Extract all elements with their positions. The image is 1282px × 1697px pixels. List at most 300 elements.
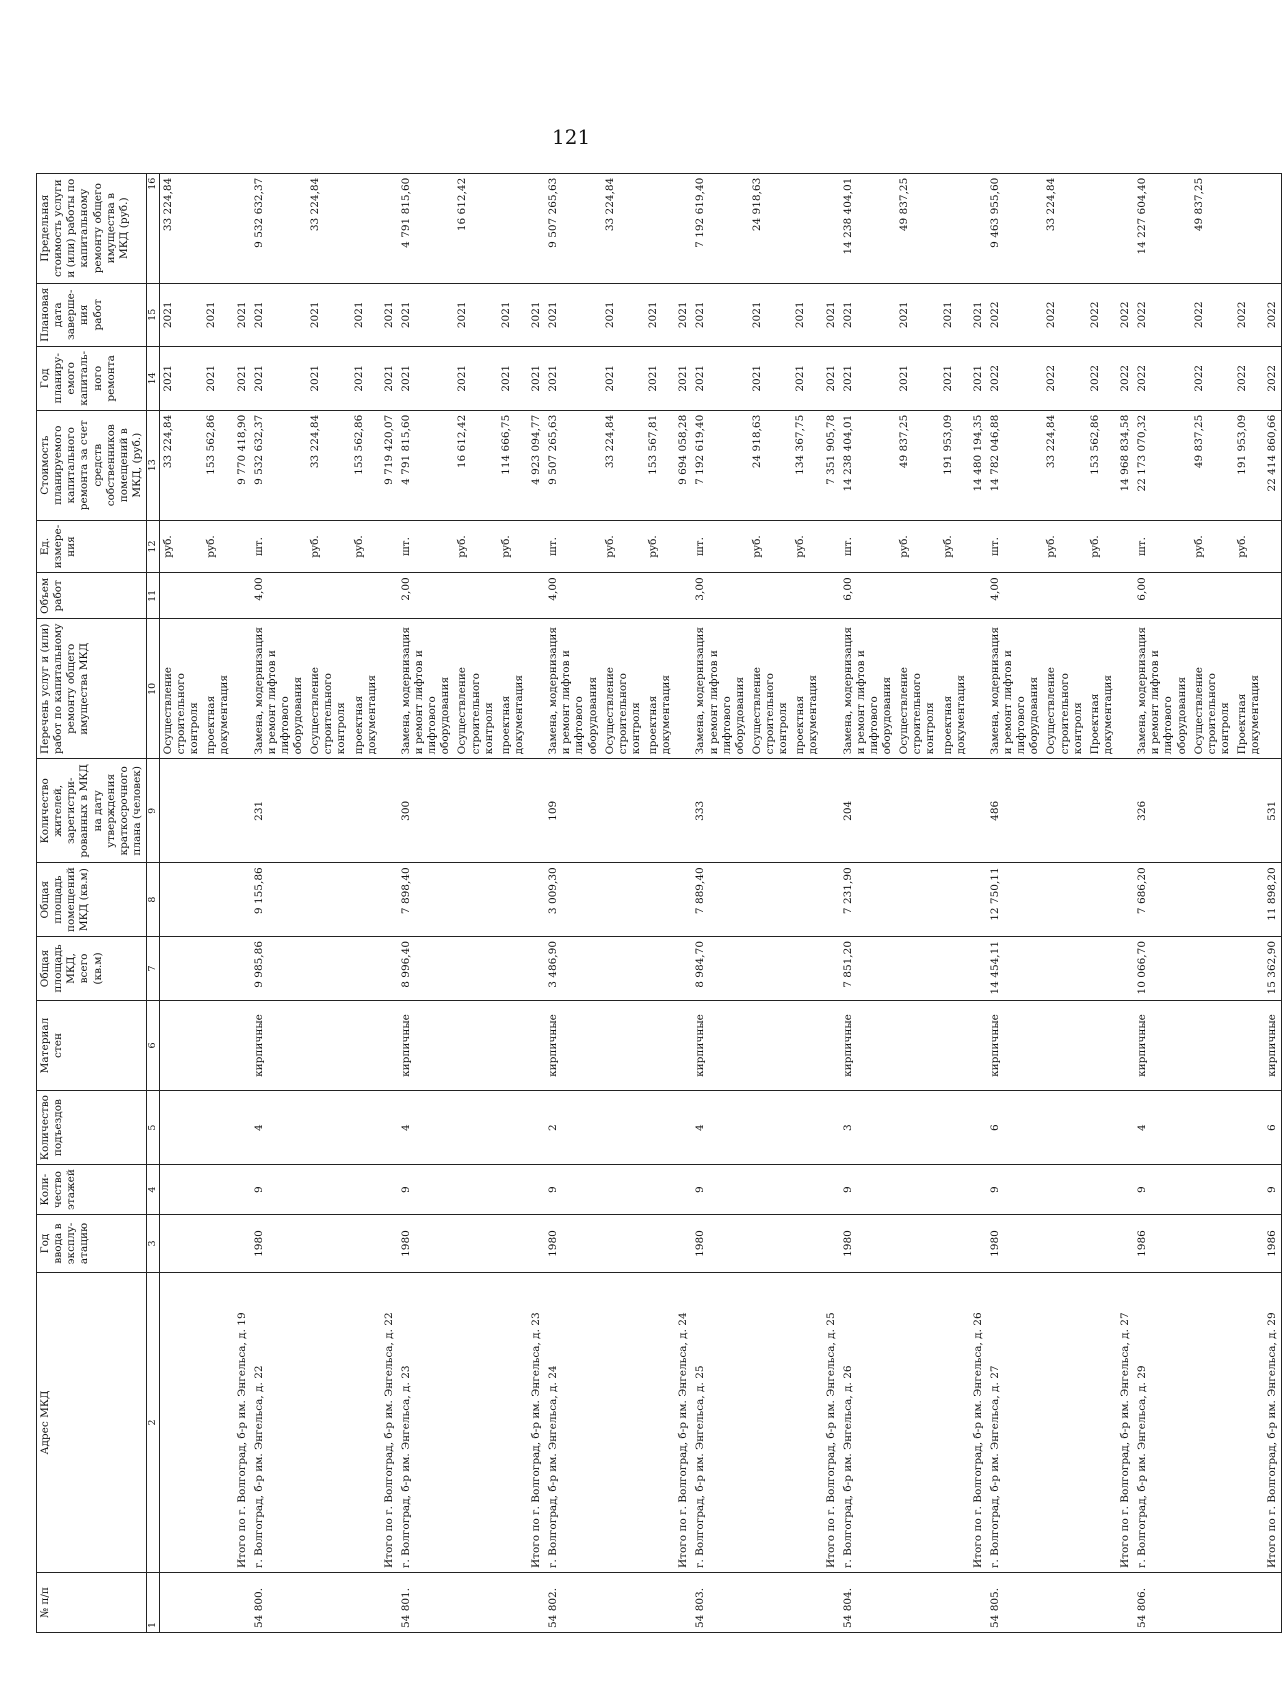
- table-cell: 2021: [792, 283, 822, 346]
- table-cell: [203, 1090, 233, 1164]
- table-cell: [1191, 936, 1234, 1000]
- table-cell: кирпичные: [1134, 1000, 1191, 1090]
- table-cell: 2021: [159, 283, 203, 346]
- table-cell: Итого по г. Волгоград, б-р им. Энгельса, д. 22: [381, 1273, 398, 1573]
- table-cell: 109: [545, 759, 602, 863]
- table-cell: [203, 1273, 233, 1573]
- table-cell: 7 351 905,78: [823, 410, 840, 520]
- table-cell: [896, 936, 939, 1000]
- table-cell: 14 238 404,01: [840, 410, 897, 520]
- table-cell: 1986: [1134, 1215, 1191, 1273]
- table-row: [351, 173, 381, 1632]
- table-row: [840, 173, 897, 1632]
- table-cell: Замена, модернизация и ремонт лифтов и лифтового оборудования: [251, 619, 308, 759]
- table-cell: [381, 1000, 398, 1090]
- table-cell: [940, 1273, 970, 1573]
- table-cell: [454, 759, 497, 863]
- column-number: 13: [147, 410, 160, 520]
- table-cell: 1986: [1264, 1215, 1282, 1273]
- table-cell: [1191, 1273, 1234, 1573]
- table-cell: [159, 1090, 203, 1164]
- table-cell: 2021: [645, 346, 675, 410]
- table-cell: [970, 173, 987, 283]
- table-cell: [528, 1000, 545, 1090]
- table-cell: 2021: [307, 283, 350, 346]
- table-cell: 153 562,86: [203, 410, 233, 520]
- column-header: Стоимость планируемого капитального ремонта за счет средств собственников помещений в МКД, (руб.): [37, 410, 147, 520]
- column-number: 9: [147, 759, 160, 863]
- table-cell: [1043, 1573, 1086, 1633]
- table-cell: [645, 1573, 675, 1633]
- table-cell: [645, 936, 675, 1000]
- table-cell: [1117, 759, 1134, 863]
- table-cell: г. Волгоград, б-р им. Энгельса, д. 26: [840, 1273, 897, 1573]
- table-cell: Осуществление строительного контроля: [749, 619, 792, 759]
- table-cell: [307, 1090, 350, 1164]
- column-header: Год планиру-емого капиталь-ного ремонта: [37, 346, 147, 410]
- table-cell: [1234, 1573, 1264, 1633]
- table-cell: 9: [987, 1165, 1044, 1215]
- table-cell: [896, 1090, 939, 1164]
- table-cell: 2022: [987, 283, 1044, 346]
- table-cell: 2022: [1191, 283, 1234, 346]
- table-cell: [645, 1215, 675, 1273]
- table-cell: [792, 1573, 822, 1633]
- table-cell: [234, 173, 251, 283]
- column-header: Предельная стоимость услуги и (или) работы по капитальному ремонту общего имущества в МКД (руб.): [37, 173, 147, 283]
- column-header: Ед. измере-ния: [37, 520, 147, 573]
- table-cell: 54 801.: [398, 1573, 455, 1633]
- table-cell: руб.: [454, 520, 497, 573]
- table-cell: [307, 1273, 350, 1573]
- table-cell: 2021: [398, 346, 455, 410]
- table-cell: [602, 863, 645, 937]
- table-cell: [351, 863, 381, 937]
- table-cell: 531: [1264, 759, 1282, 863]
- table-cell: 1980: [251, 1215, 308, 1273]
- table-cell: 2021: [692, 346, 749, 410]
- column-header: Объем работ: [37, 573, 147, 619]
- table-cell: 2021: [159, 346, 203, 410]
- table-cell: [159, 1273, 203, 1573]
- table-cell: руб.: [940, 520, 970, 573]
- table-cell: 9: [251, 1165, 308, 1215]
- table-row: [203, 173, 233, 1632]
- table-cell: 14 480 194,35: [970, 410, 987, 520]
- table-cell: руб.: [749, 520, 792, 573]
- table-cell: [749, 573, 792, 619]
- table-cell: 2022: [1117, 283, 1134, 346]
- table-row: [545, 173, 602, 1632]
- table-cell: 9: [1134, 1165, 1191, 1215]
- table-cell: 7 231,90: [840, 863, 897, 937]
- table-cell: 2: [545, 1090, 602, 1164]
- table-cell: 9: [545, 1165, 602, 1215]
- table-cell: проектная документация: [940, 619, 970, 759]
- table-cell: [970, 863, 987, 937]
- table-cell: [970, 619, 987, 759]
- table-cell: [203, 936, 233, 1000]
- table-cell: Замена, модернизация и ремонт лифтов и лифтового оборудования: [545, 619, 602, 759]
- table-cell: [1117, 1215, 1134, 1273]
- table-cell: [1043, 1090, 1086, 1164]
- table-cell: [823, 1165, 840, 1215]
- table-cell: [823, 619, 840, 759]
- table-cell: [602, 1273, 645, 1573]
- table-cell: 3: [840, 1090, 897, 1164]
- table-cell: 2021: [749, 283, 792, 346]
- table-cell: [940, 573, 970, 619]
- table-cell: 33 224,84: [159, 173, 203, 283]
- table-cell: [602, 759, 645, 863]
- table-cell: Проектная документация: [1087, 619, 1117, 759]
- table-cell: [792, 1215, 822, 1273]
- table-cell: 33 224,84: [602, 173, 645, 283]
- table-cell: [645, 1273, 675, 1573]
- table-cell: [1117, 1165, 1134, 1215]
- table-cell: [498, 1273, 528, 1573]
- table-cell: [970, 573, 987, 619]
- table-cell: руб.: [896, 520, 939, 573]
- table-cell: 15 362,90: [1264, 936, 1282, 1000]
- table-cell: кирпичные: [987, 1000, 1044, 1090]
- table-cell: 2021: [749, 346, 792, 410]
- table-cell: г. Волгоград, б-р им. Энгельса, д. 24: [545, 1273, 602, 1573]
- table-cell: [234, 1165, 251, 1215]
- table-cell: [896, 1000, 939, 1090]
- table-cell: 1980: [398, 1215, 455, 1273]
- table-cell: [381, 573, 398, 619]
- table-cell: Осуществление строительного контроля: [159, 619, 203, 759]
- column-header: № п/п: [37, 1573, 147, 1633]
- table-cell: [1043, 759, 1086, 863]
- table-row: [675, 173, 692, 1632]
- table-cell: 9 507 265,63: [545, 173, 602, 283]
- table-cell: [381, 1215, 398, 1273]
- table-cell: [1043, 1215, 1086, 1273]
- table-cell: 49 837,25: [1191, 173, 1234, 283]
- table-cell: [602, 1573, 645, 1633]
- table-row: [234, 173, 251, 1632]
- table-cell: 2022: [1234, 346, 1264, 410]
- table-row: [896, 173, 939, 1632]
- table-row: [970, 173, 987, 1632]
- table-cell: руб.: [645, 520, 675, 573]
- table-cell: 2021: [545, 283, 602, 346]
- table-cell: [454, 1215, 497, 1273]
- table-cell: 12 750,11: [987, 863, 1044, 937]
- table-cell: [1087, 863, 1117, 937]
- table-cell: г. Волгоград, б-р им. Энгельса, д. 29: [1134, 1273, 1191, 1573]
- table-cell: 54 804.: [840, 1573, 897, 1633]
- table-cell: 2021: [251, 346, 308, 410]
- table-cell: шт.: [840, 520, 897, 573]
- table-cell: [940, 1215, 970, 1273]
- table-cell: 1980: [987, 1215, 1044, 1273]
- table-cell: 3 009,30: [545, 863, 602, 937]
- page-number: 121: [552, 125, 591, 149]
- table-cell: [307, 1165, 350, 1215]
- table-cell: 4 923 094,77: [528, 410, 545, 520]
- table-cell: [1043, 573, 1086, 619]
- table-cell: [1234, 759, 1264, 863]
- table-cell: 9 719 420,07: [381, 410, 398, 520]
- table-cell: [970, 1215, 987, 1273]
- table-cell: [675, 520, 692, 573]
- table-cell: 9 694 058,28: [675, 410, 692, 520]
- table-row: [498, 173, 528, 1632]
- table-cell: шт.: [545, 520, 602, 573]
- table-cell: [351, 1090, 381, 1164]
- table-cell: [1264, 619, 1282, 759]
- table-cell: [1264, 573, 1282, 619]
- table-cell: 24 918,63: [749, 410, 792, 520]
- table-cell: [792, 863, 822, 937]
- table-row: [792, 173, 822, 1632]
- table-cell: [498, 1165, 528, 1215]
- table-cell: 6,00: [1134, 573, 1191, 619]
- table-cell: [234, 1090, 251, 1164]
- table-row: [645, 173, 675, 1632]
- table-cell: проектная документация: [498, 619, 528, 759]
- table-cell: Осуществление строительного контроля: [307, 619, 350, 759]
- table-cell: 2022: [1134, 346, 1191, 410]
- column-header: Плановая дата заверше-ния работ: [37, 283, 147, 346]
- table-cell: [1234, 1090, 1264, 1164]
- table-cell: [675, 1215, 692, 1273]
- table-cell: [528, 619, 545, 759]
- table-cell: Осуществление строительного контроля: [454, 619, 497, 759]
- table-cell: руб.: [792, 520, 822, 573]
- table-cell: руб.: [1043, 520, 1086, 573]
- table-cell: [1234, 573, 1264, 619]
- table-cell: 2022: [1087, 283, 1117, 346]
- table-cell: кирпичные: [398, 1000, 455, 1090]
- table-cell: 2021: [840, 283, 897, 346]
- table-cell: шт.: [398, 520, 455, 573]
- table-cell: 24 918,63: [749, 173, 792, 283]
- table-cell: [1234, 1215, 1264, 1273]
- table-cell: 49 837,25: [896, 173, 939, 283]
- table-cell: [675, 1090, 692, 1164]
- table-cell: [602, 1165, 645, 1215]
- column-header: Количество подъездов: [37, 1090, 147, 1164]
- table-cell: [823, 1000, 840, 1090]
- table-cell: [675, 619, 692, 759]
- table-cell: [792, 173, 822, 283]
- table-cell: 153 562,86: [351, 410, 381, 520]
- table-cell: 2021: [602, 346, 645, 410]
- table-cell: [234, 936, 251, 1000]
- table-cell: Замена, модернизация и ремонт лифтов и лифтового оборудования: [840, 619, 897, 759]
- table-header: [37, 173, 160, 1632]
- table-cell: [823, 863, 840, 937]
- column-header: Перечень услуг и (или) работ по капитальному ремонту общего имущества МКД: [37, 619, 147, 759]
- table-cell: 9 463 955,60: [987, 173, 1044, 283]
- table-cell: [749, 1090, 792, 1164]
- table-cell: [675, 863, 692, 937]
- table-cell: 2021: [498, 346, 528, 410]
- table-cell: проектная документация: [203, 619, 233, 759]
- table-cell: 2021: [351, 346, 381, 410]
- table-cell: Итого по г. Волгоград, б-р им. Энгельса, д. 24: [675, 1273, 692, 1573]
- table-cell: Замена, модернизация и ремонт лифтов и лифтового оборудования: [1134, 619, 1191, 759]
- table-cell: кирпичные: [251, 1000, 308, 1090]
- table-row: [398, 173, 455, 1632]
- table-cell: 3 486,90: [545, 936, 602, 1000]
- table-cell: [602, 573, 645, 619]
- table-cell: [896, 573, 939, 619]
- table-cell: [970, 520, 987, 573]
- table-cell: руб.: [159, 520, 203, 573]
- table-cell: руб.: [1087, 520, 1117, 573]
- table-cell: [1087, 1573, 1117, 1633]
- table-cell: 4,00: [251, 573, 308, 619]
- table-row: [1234, 173, 1264, 1632]
- table-cell: [645, 863, 675, 937]
- table-row: [1134, 173, 1191, 1632]
- table-cell: [1043, 1165, 1086, 1215]
- table-cell: [234, 1573, 251, 1633]
- column-header: Год ввода в эксплу-атацию: [37, 1215, 147, 1273]
- column-header: Адрес МКД: [37, 1273, 147, 1573]
- table-cell: 14 238 404,01: [840, 173, 897, 283]
- column-number: 6: [147, 1000, 160, 1090]
- table-cell: 2021: [351, 283, 381, 346]
- table-cell: 14 968 834,58: [1117, 410, 1134, 520]
- table-cell: [528, 1573, 545, 1633]
- table-cell: [940, 1573, 970, 1633]
- table-cell: 2021: [234, 346, 251, 410]
- table-cell: [749, 1273, 792, 1573]
- table-cell: [234, 759, 251, 863]
- table-cell: [234, 619, 251, 759]
- table-cell: [528, 759, 545, 863]
- table-cell: шт.: [987, 520, 1044, 573]
- table-cell: 2021: [528, 283, 545, 346]
- table-cell: 134 367,75: [792, 410, 822, 520]
- table-cell: шт.: [1134, 520, 1191, 573]
- table-row: [251, 173, 308, 1632]
- table-cell: [498, 573, 528, 619]
- table-cell: [1117, 173, 1134, 283]
- table-cell: [1087, 1000, 1117, 1090]
- table-cell: 333: [692, 759, 749, 863]
- table-cell: 7 851,20: [840, 936, 897, 1000]
- column-number: 7: [147, 936, 160, 1000]
- table-cell: [970, 1165, 987, 1215]
- table-cell: [1117, 1573, 1134, 1633]
- column-header: Количество жителей, зарегистри-рованных в МКД на дату утверждения краткосрочного плана (человек): [37, 759, 147, 863]
- table-cell: 2022: [1043, 346, 1086, 410]
- table-cell: 14 454,11: [987, 936, 1044, 1000]
- table-cell: [1234, 863, 1264, 937]
- table-row: [940, 173, 970, 1632]
- table-cell: [792, 1000, 822, 1090]
- table-cell: 326: [1134, 759, 1191, 863]
- table-cell: [1087, 759, 1117, 863]
- table-cell: [1191, 1000, 1234, 1090]
- column-number: 2: [147, 1273, 160, 1573]
- table-cell: 2022: [1191, 346, 1234, 410]
- table-cell: [675, 1573, 692, 1633]
- table-cell: [381, 863, 398, 937]
- table-cell: [351, 1215, 381, 1273]
- table-cell: 1980: [840, 1215, 897, 1273]
- table-cell: 4: [1134, 1090, 1191, 1164]
- table-cell: 2021: [940, 346, 970, 410]
- table-cell: 33 224,84: [307, 173, 350, 283]
- table-cell: 8 996,40: [398, 936, 455, 1000]
- table-cell: [234, 520, 251, 573]
- table-cell: 2021: [381, 283, 398, 346]
- table-cell: [454, 936, 497, 1000]
- table-row: [1043, 173, 1086, 1632]
- table-cell: 11 898,20: [1264, 863, 1282, 937]
- table-cell: [203, 759, 233, 863]
- column-number: 5: [147, 1090, 160, 1164]
- table-cell: [528, 1215, 545, 1273]
- table-cell: [823, 520, 840, 573]
- table-cell: [498, 1090, 528, 1164]
- table-cell: 2021: [823, 346, 840, 410]
- table-cell: [454, 1000, 497, 1090]
- table-cell: 2022: [1264, 346, 1282, 410]
- table-cell: шт.: [692, 520, 749, 573]
- table-cell: [498, 173, 528, 283]
- column-number: 12: [147, 520, 160, 573]
- table-cell: 7 192 619,40: [692, 173, 749, 283]
- table-cell: [645, 173, 675, 283]
- table-cell: 33 224,84: [1043, 173, 1086, 283]
- table-cell: 16 612,42: [454, 410, 497, 520]
- table-cell: [351, 573, 381, 619]
- table-cell: 54 803.: [692, 1573, 749, 1633]
- table-cell: Проектная документация: [1234, 619, 1264, 759]
- table-row: [823, 173, 840, 1632]
- table-row: [987, 173, 1044, 1632]
- table-row: [454, 173, 497, 1632]
- table-cell: [940, 863, 970, 937]
- table-cell: [645, 1000, 675, 1090]
- table-cell: [351, 1165, 381, 1215]
- table-cell: [498, 759, 528, 863]
- table-cell: [159, 573, 203, 619]
- table-cell: [159, 759, 203, 863]
- table-cell: 1980: [545, 1215, 602, 1273]
- table-cell: [454, 1273, 497, 1573]
- table-cell: кирпичные: [1264, 1000, 1282, 1090]
- table-row: [749, 173, 792, 1632]
- table-cell: 4: [398, 1090, 455, 1164]
- table-cell: 54 800.: [251, 1573, 308, 1633]
- page-number-wrap: [552, 117, 600, 157]
- table-cell: 2021: [675, 346, 692, 410]
- table-cell: [203, 1573, 233, 1633]
- table-cell: [792, 1165, 822, 1215]
- table-cell: 9: [398, 1165, 455, 1215]
- table-cell: [528, 1165, 545, 1215]
- table-cell: [645, 1165, 675, 1215]
- table-cell: [675, 173, 692, 283]
- table-cell: 2021: [840, 346, 897, 410]
- table-cell: [792, 759, 822, 863]
- table-cell: [159, 1215, 203, 1273]
- table-cell: [940, 1165, 970, 1215]
- table-cell: [1234, 1165, 1264, 1215]
- table-cell: 2021: [970, 283, 987, 346]
- table-cell: [823, 1215, 840, 1273]
